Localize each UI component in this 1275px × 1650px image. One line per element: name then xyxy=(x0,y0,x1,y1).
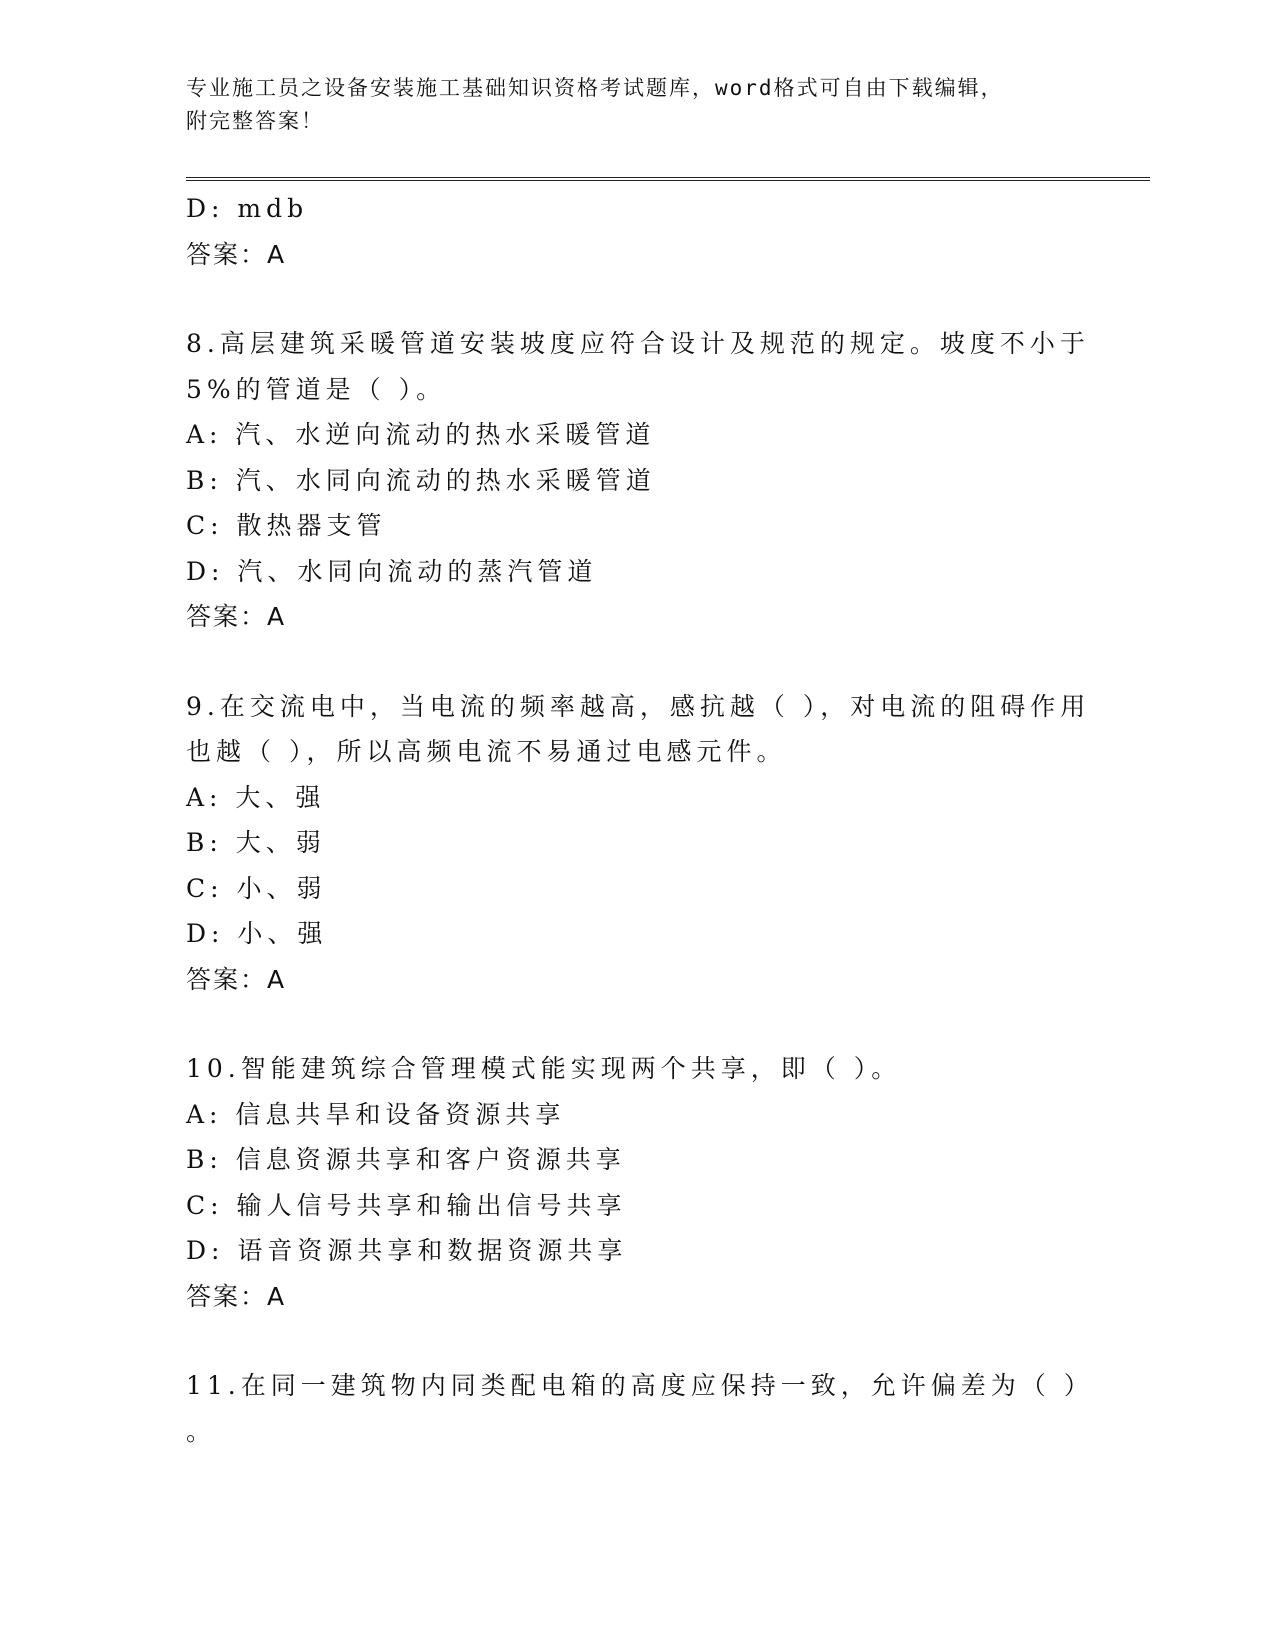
question-list xyxy=(186,186,1106,1454)
stem-line: 8.高层建筑采暖管道安装坡度应符合设计及规范的规定。坡度不小于 xyxy=(186,329,1090,358)
answer-label: 答案：A xyxy=(186,964,287,994)
stem-line: 9.在交流电中，当电流的频率越高，感抗越（ ），对电流的阻碍作用 xyxy=(186,691,1091,721)
header-divider xyxy=(186,177,1150,181)
answer-label: 答案：A xyxy=(186,602,287,631)
question-stem xyxy=(186,1363,1106,1454)
option-d: D: mdb xyxy=(186,194,309,223)
option-b: B: 汽、水同向流动的热水采暖管道 xyxy=(186,465,656,495)
question-8 xyxy=(186,321,1106,640)
answer-label: 答案：A xyxy=(186,1281,287,1311)
stem-line: 。 xyxy=(186,1416,217,1446)
question-stem xyxy=(186,684,1106,775)
question-9 xyxy=(186,684,1106,1003)
answer-label: 答案：A xyxy=(186,239,287,269)
stem-line: 也越（ ），所以高频电流不易通过电感元件。 xyxy=(186,737,787,766)
stem-line: 10.智能建筑综合管理模式能实现两个共享，即（ ）。 xyxy=(186,1054,902,1083)
option-a: A: 信息共旱和设备资源共享 xyxy=(186,1099,566,1129)
option-b: B: 大、弱 xyxy=(186,828,326,857)
stem-line: 5%的管道是（ ）。 xyxy=(186,374,447,404)
question-stem xyxy=(186,321,1106,412)
option-a: A: 汽、水逆向流动的热水采暖管道 xyxy=(186,420,656,449)
question-11 xyxy=(186,1363,1106,1454)
previous-question-tail xyxy=(186,186,1106,277)
option-d: D: 汽、水同向流动的蒸汽管道 xyxy=(186,556,598,586)
option-a: A: 大、强 xyxy=(186,782,326,812)
stem-line: 11.在同一建筑物内同类配电箱的高度应保持一致，允许偏差为（ ） xyxy=(186,1371,1094,1400)
option-c: C: 散热器支管 xyxy=(186,511,387,540)
option-b: B: 信息资源共享和客户资源共享 xyxy=(186,1145,626,1174)
option-c: C: 小、弱 xyxy=(186,873,327,903)
header-line-2: 附完整答案！ xyxy=(186,109,324,133)
question-10 xyxy=(186,1046,1106,1319)
header-line-1: 专业施工员之设备安装施工基础知识资格考试题库，word格式可自由下载编辑， xyxy=(186,76,1004,100)
page-header xyxy=(186,72,1066,138)
option-d: D: 小、强 xyxy=(186,919,328,948)
option-c: C: 输人信号共享和输出信号共享 xyxy=(186,1190,627,1220)
option-d: D: 语音资源共享和数据资源共享 xyxy=(186,1236,628,1265)
question-stem xyxy=(186,1046,1106,1092)
